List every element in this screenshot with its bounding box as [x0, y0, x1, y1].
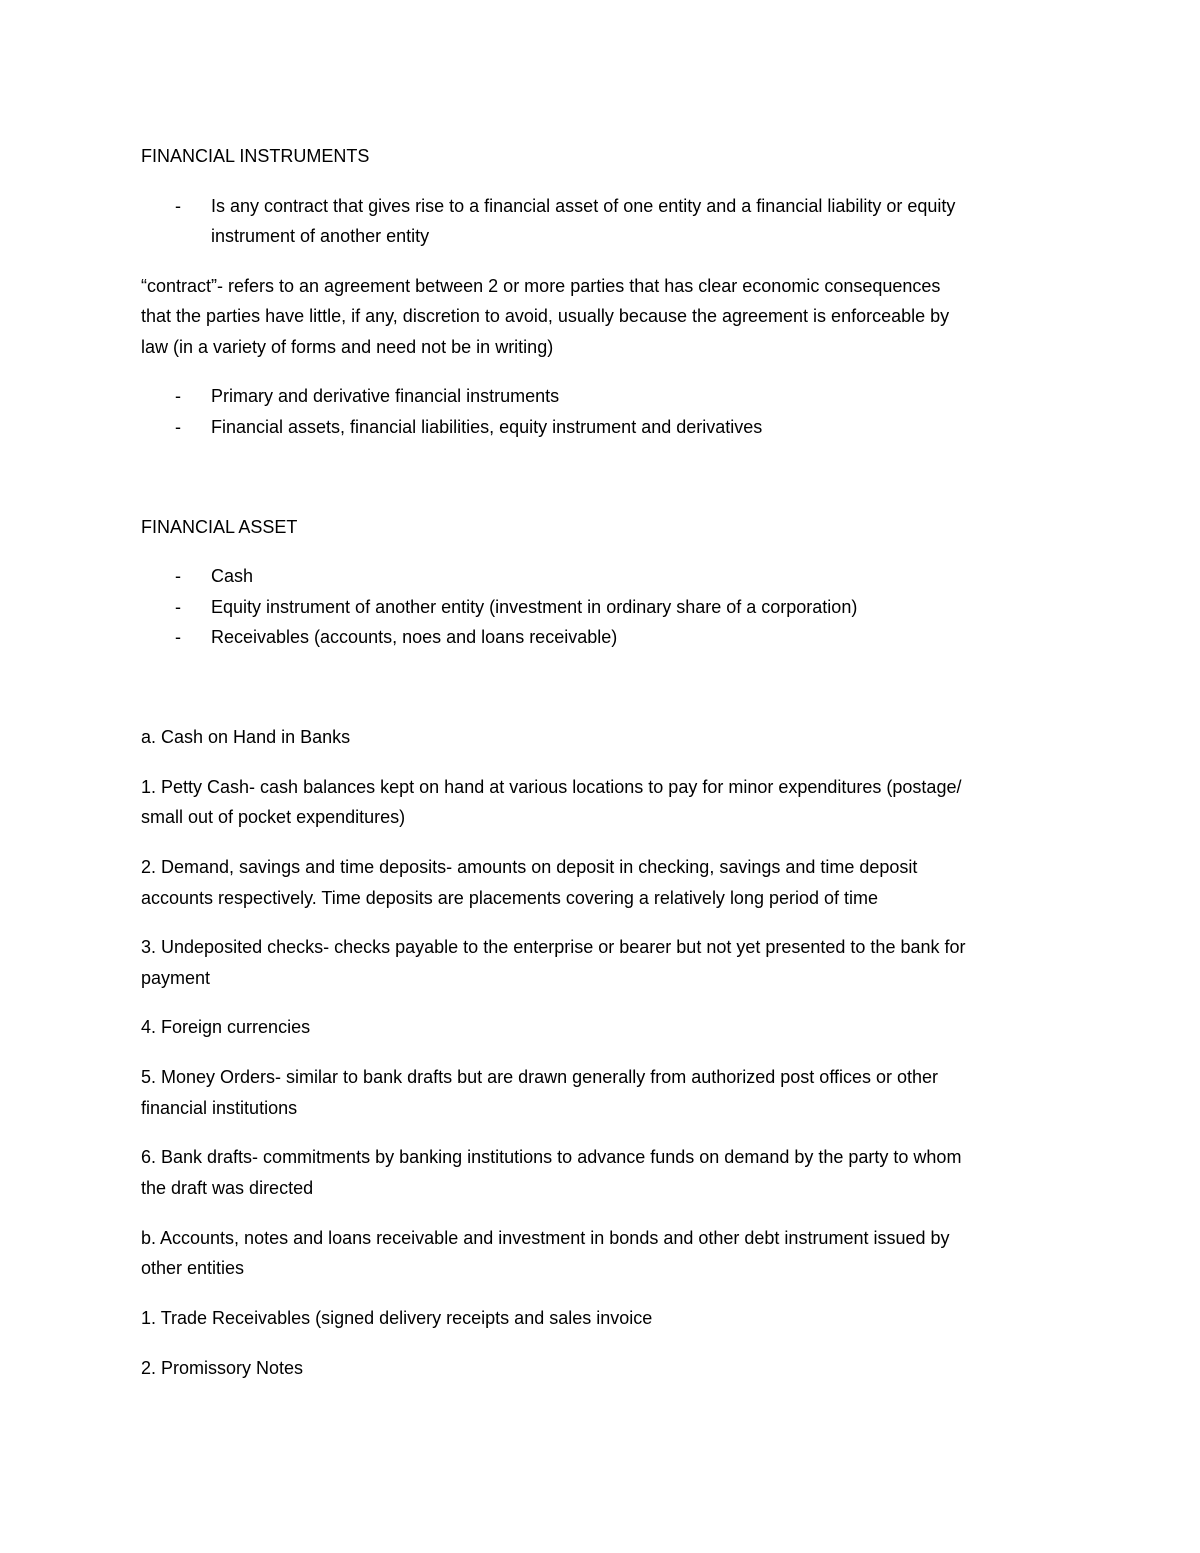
definition-line-2: instrument of another entity: [211, 226, 430, 246]
numbered-item-line-2: accounts respectively. Time deposits are placements covering a relatively long period of time: [141, 888, 879, 908]
numbered-item-line-1: 6. Bank drafts- commitments by banking institutions to advance funds on demand by the party to whom: [141, 1147, 962, 1167]
bullet-dash: -: [175, 417, 181, 437]
list-item-text: Primary and derivative financial instruments: [211, 386, 560, 406]
section-heading-b-line-2: other entities: [141, 1258, 245, 1278]
contract-line-3: law (in a variety of forms and need not be in writing): [141, 337, 554, 357]
numbered-item-line-1: 3. Undeposited checks- checks payable to the enterprise or bearer but not yet presented to the bank for: [141, 937, 966, 957]
numbered-item-line-1: 4. Foreign currencies: [141, 1017, 311, 1037]
numbered-item-line-2: the draft was directed: [141, 1178, 314, 1198]
section-heading-asset: FINANCIAL ASSET: [141, 517, 298, 537]
list-item-text: Cash: [211, 566, 254, 586]
list-item-text: Financial assets, financial liabilities, equity instrument and derivatives: [211, 417, 763, 437]
numbered-item-line-2: payment: [141, 968, 211, 988]
bullet-dash: -: [175, 627, 181, 647]
contract-line-1: “contract”- refers to an agreement between 2 or more parties that has clear economic consequences: [141, 276, 941, 296]
list-item-text: Equity instrument of another entity (investment in ordinary share of a corporation): [211, 597, 858, 617]
numbered-item-line-1: 1. Petty Cash- cash balances kept on hand at various locations to pay for minor expenditures (postage/: [141, 777, 962, 797]
bullet-dash: -: [175, 386, 181, 406]
bullet-dash: -: [175, 566, 181, 586]
numbered-item-line-2: small out of pocket expenditures): [141, 807, 406, 827]
section-heading-b-line-1: b. Accounts, notes and loans receivable and investment in bonds and other debt instrument issued by: [141, 1228, 950, 1248]
numbered-item-line-1: 2. Promissory Notes: [141, 1358, 304, 1378]
definition-line-1: Is any contract that gives rise to a financial asset of one entity and a financial liability or equity: [211, 196, 956, 216]
section-heading-a: a. Cash on Hand in Banks: [141, 727, 351, 747]
list-item-text: Receivables (accounts, noes and loans receivable): [211, 627, 618, 647]
numbered-item-line-1: 1. Trade Receivables (signed delivery receipts and sales invoice: [141, 1308, 653, 1328]
bullet-dash: -: [175, 597, 181, 617]
numbered-item-line-1: 2. Demand, savings and time deposits- amounts on deposit in checking, savings and time deposit: [141, 857, 918, 877]
numbered-item-line-1: 5. Money Orders- similar to bank drafts but are drawn generally from authorized post offices or other: [141, 1067, 939, 1087]
numbered-item-line-2: financial institutions: [141, 1098, 298, 1118]
bullet-dash: -: [175, 196, 181, 216]
contract-line-2: that the parties have little, if any, discretion to avoid, usually because the agreement is enforceable by: [141, 306, 950, 326]
section-heading-instruments: FINANCIAL INSTRUMENTS: [141, 146, 370, 166]
